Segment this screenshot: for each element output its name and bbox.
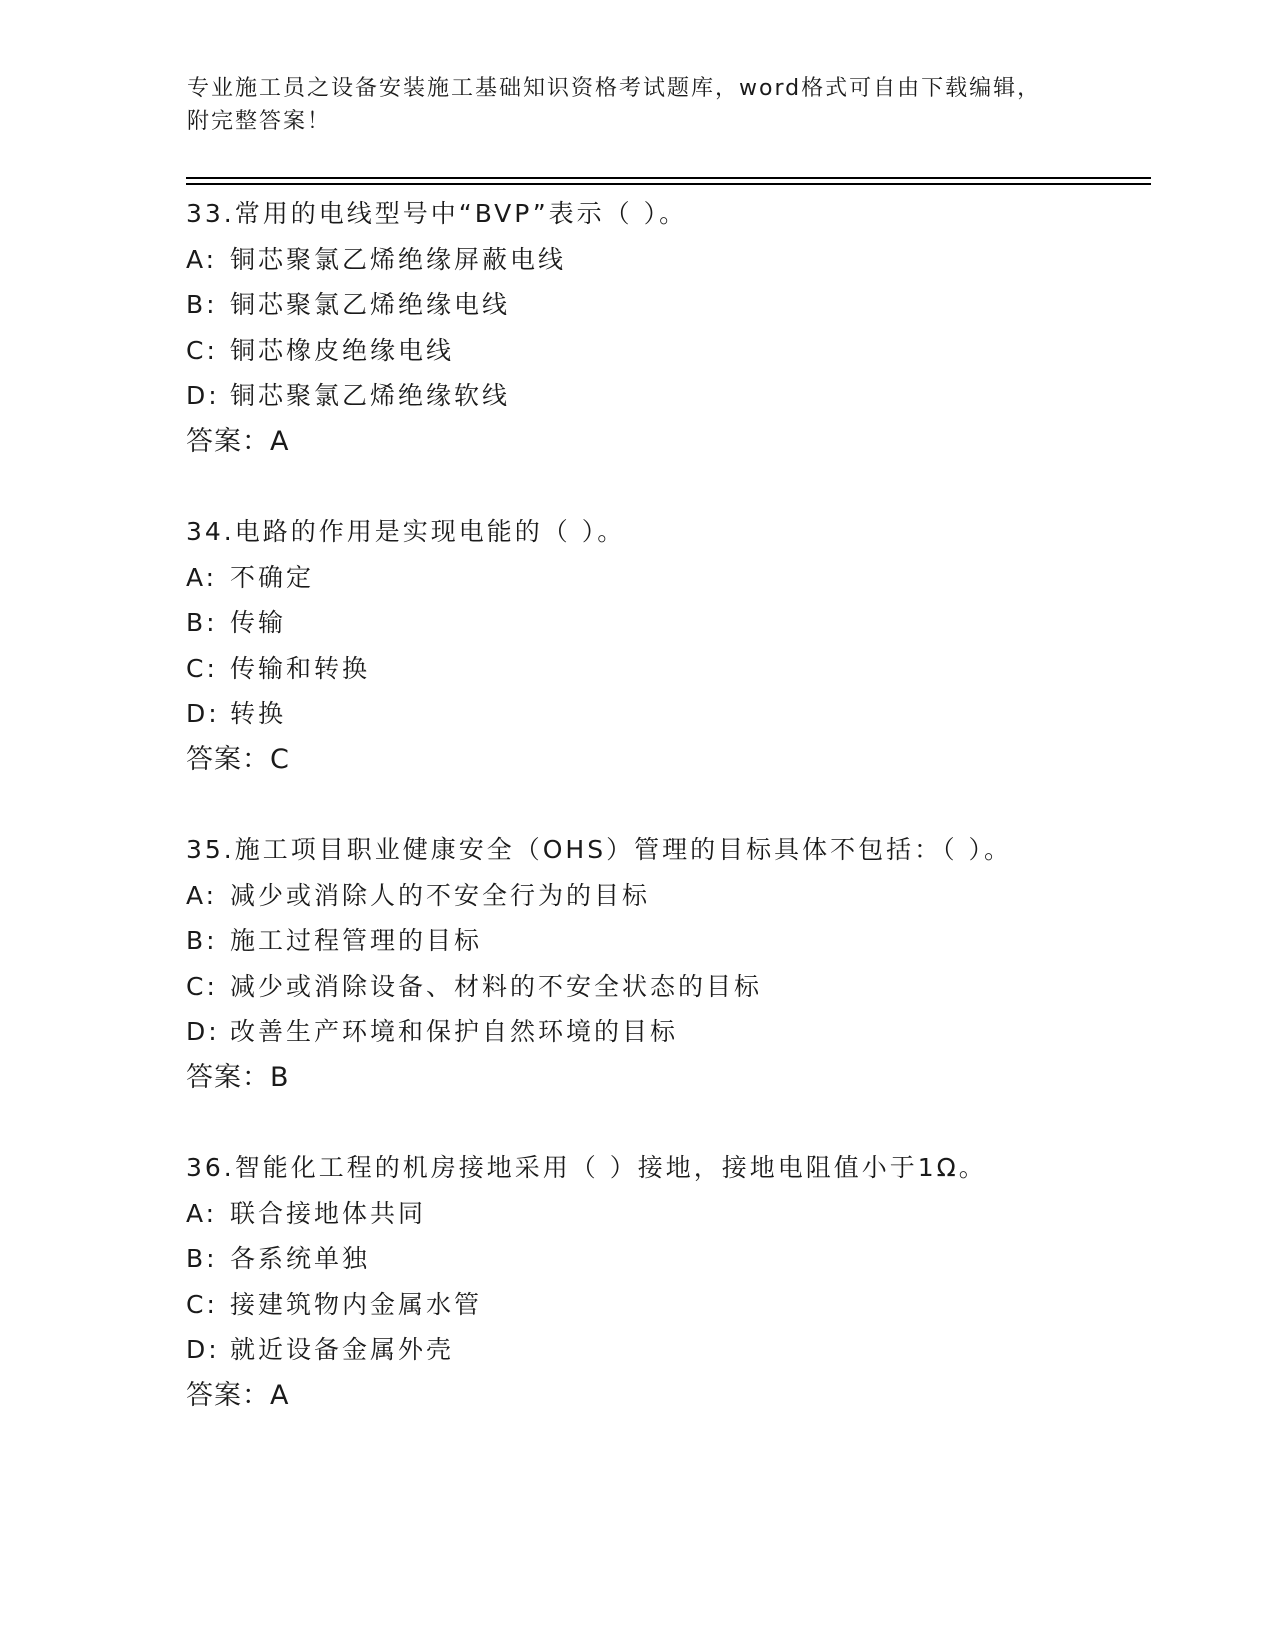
option-a bbox=[186, 873, 1166, 919]
option-key: A: bbox=[186, 880, 218, 910]
header-line-2: 附完整答案！ bbox=[187, 109, 332, 134]
option-c bbox=[186, 646, 1166, 692]
option-d bbox=[186, 373, 1166, 419]
option-d bbox=[186, 1327, 1166, 1373]
option-d bbox=[186, 1009, 1166, 1055]
option-key: C: bbox=[186, 971, 218, 1001]
header-divider-bottom bbox=[186, 183, 1151, 185]
question-33 bbox=[186, 191, 1166, 464]
option-text: 联合接地体共同 bbox=[230, 1198, 427, 1228]
option-key: D: bbox=[186, 1017, 220, 1046]
option-text: 铜芯橡皮绝缘电线 bbox=[230, 335, 455, 365]
option-key: B: bbox=[186, 1244, 218, 1273]
answer-line: 答案：C bbox=[186, 743, 290, 775]
option-text: 就近设备金属外壳 bbox=[230, 1335, 455, 1364]
document-header bbox=[187, 72, 1087, 138]
option-text: 传输和转换 bbox=[230, 653, 371, 683]
header-divider-top bbox=[186, 177, 1151, 179]
option-text: 转换 bbox=[230, 699, 287, 728]
option-b bbox=[186, 1236, 1166, 1282]
option-text: 铜芯聚氯乙烯绝缘软线 bbox=[230, 381, 511, 410]
option-key: C: bbox=[186, 1289, 218, 1319]
option-b bbox=[186, 282, 1166, 328]
option-a bbox=[186, 237, 1166, 283]
option-key: B: bbox=[186, 290, 218, 319]
option-key: B: bbox=[186, 926, 218, 955]
header-line-1: 专业施工员之设备安装施工基础知识资格考试题库，word格式可自由下载编辑， bbox=[187, 76, 1042, 101]
question-stem: 35.施工项目职业健康安全（OHS）管理的目标具体不包括：（ ）。 bbox=[186, 835, 1013, 864]
option-a bbox=[186, 555, 1166, 601]
question-36 bbox=[186, 1145, 1166, 1418]
option-key: A: bbox=[186, 562, 218, 592]
question-34 bbox=[186, 509, 1166, 782]
option-b bbox=[186, 600, 1166, 646]
option-key: D: bbox=[186, 381, 220, 410]
option-c bbox=[186, 328, 1166, 374]
option-d bbox=[186, 691, 1166, 737]
option-key: A: bbox=[186, 244, 218, 274]
option-text: 传输 bbox=[230, 608, 287, 637]
option-text: 接建筑物内金属水管 bbox=[230, 1289, 483, 1319]
option-c bbox=[186, 1282, 1166, 1328]
option-key: D: bbox=[186, 699, 220, 728]
option-key: B: bbox=[186, 608, 218, 637]
option-a bbox=[186, 1191, 1166, 1237]
option-text: 铜芯聚氯乙烯绝缘电线 bbox=[230, 290, 511, 319]
option-key: D: bbox=[186, 1335, 220, 1364]
question-stem: 33.常用的电线型号中“BVP”表示（ ）。 bbox=[186, 199, 688, 228]
option-text: 减少或消除设备、材料的不安全状态的目标 bbox=[230, 971, 763, 1001]
option-text: 各系统单独 bbox=[230, 1244, 371, 1273]
option-text: 铜芯聚氯乙烯绝缘屏蔽电线 bbox=[230, 244, 567, 274]
option-key: A: bbox=[186, 1198, 218, 1228]
option-text: 改善生产环境和保护自然环境的目标 bbox=[230, 1017, 679, 1046]
answer-line: 答案：A bbox=[186, 425, 290, 457]
question-stem: 36.智能化工程的机房接地采用（ ）接地，接地电阻值小于1Ω。 bbox=[186, 1153, 987, 1182]
answer-line: 答案：B bbox=[186, 1061, 290, 1093]
answer-line: 答案：A bbox=[186, 1379, 290, 1411]
option-key: C: bbox=[186, 653, 218, 683]
question-35 bbox=[186, 827, 1166, 1100]
option-text: 不确定 bbox=[230, 562, 315, 592]
question-list bbox=[186, 191, 1166, 1463]
question-stem: 34.电路的作用是实现电能的（ ）。 bbox=[186, 517, 626, 546]
option-c bbox=[186, 964, 1166, 1010]
option-text: 施工过程管理的目标 bbox=[230, 926, 483, 955]
option-key: C: bbox=[186, 335, 218, 365]
option-b bbox=[186, 918, 1166, 964]
option-text: 减少或消除人的不安全行为的目标 bbox=[230, 880, 651, 910]
